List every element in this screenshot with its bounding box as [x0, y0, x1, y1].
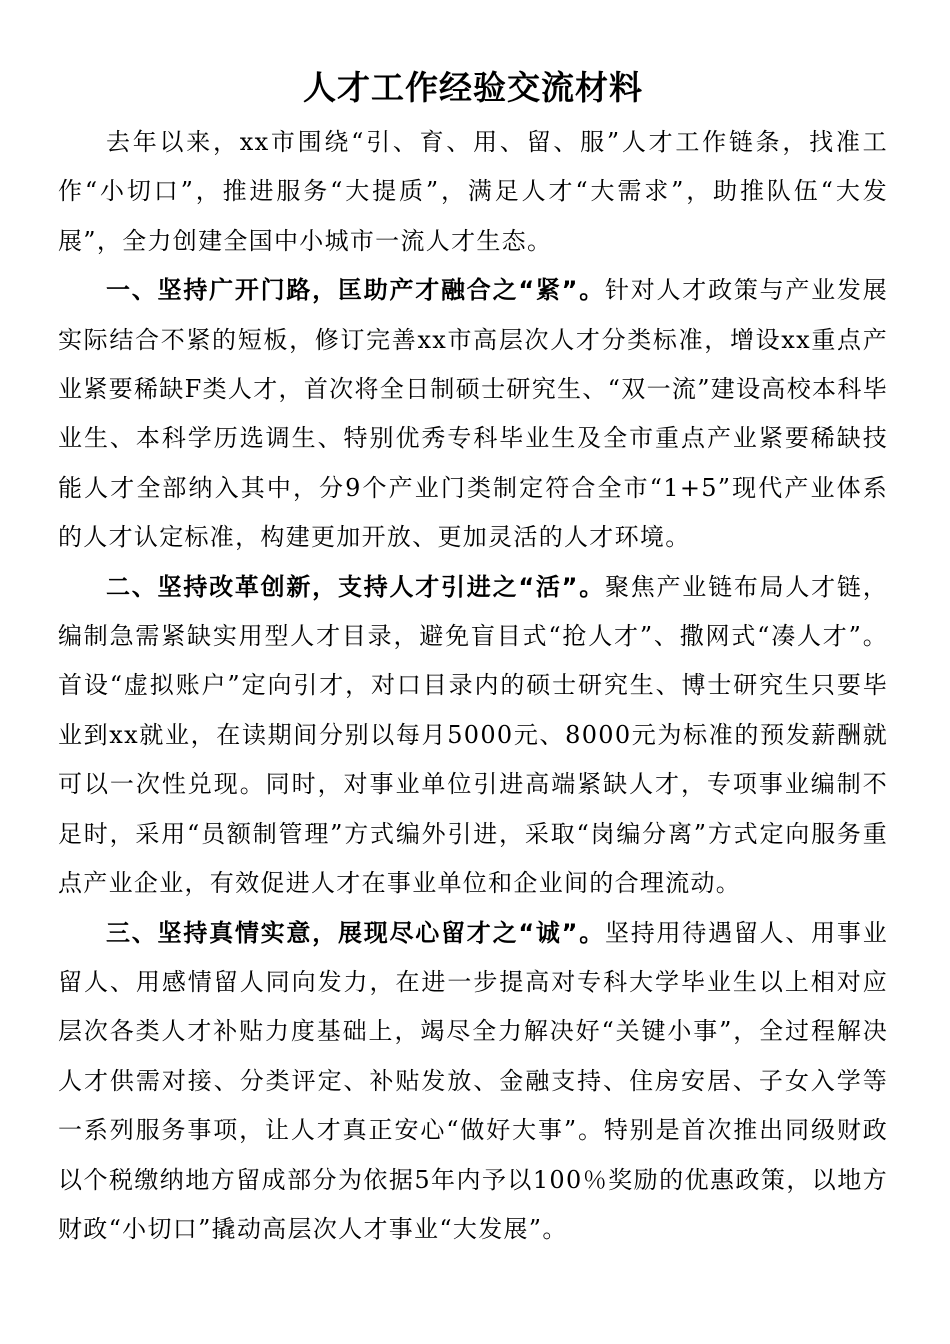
document-title: 人才工作经验交流材料: [303, 68, 643, 107]
section-1-paragraph: [58, 266, 888, 562]
section-3-body: 坚持用待遇留人、用事业留人、用感情留人同向发力，在进一步提高对专科大学毕业生以上相对应层次各类人才补贴力度基础上，竭尽全力解决好“关键小事”，全过程解决人才供需对接、分类评定、补贴发放、金融支持、住房安居、子女入学等一系列服务事项，让人才真正安心“做好大事”。特别是首次推出同级财政以个税缴纳地方留成部分为依据5年内予以100％奖励的优惠政策，以地方财政“小切口”撬动高层次人才事业“大发展”。: [58, 918, 888, 1243]
section-3-heading: 三、坚持真情实意，展现尽心留才之“诚”。: [106, 918, 605, 947]
document-page: [58, 58, 888, 1254]
section-1-heading: 一、坚持广开门路，匡助产才融合之“紧”。: [106, 276, 605, 305]
section-1-body: 针对人才政策与产业发展实际结合不紧的短板，修订完善xx市高层次人才分类标准，增设xx重点产业紧要稀缺F类人才，首次将全日制硕士研究生、“双一流”建设高校本科毕业生、本科学历选调生、特别优秀专科毕业生及全市重点产业紧要稀缺技能人才全部纳入其中，分9个产业门类制定符合全市“1+5”现代产业体系的人才认定标准，构建更加开放、更加灵活的人才环境。: [58, 276, 888, 552]
section-3-paragraph: [58, 909, 888, 1255]
intro-paragraph: 去年以来，xx市围绕“引、育、用、留、服”人才工作链条，找准工作“小切口”，推进服务“大提质”，满足人才“大需求”，助推队伍“大发展”，全力创建全国中小城市一流人才生态。: [58, 128, 888, 255]
section-2-heading: 二、坚持改革创新，支持人才引进之“活”。: [106, 572, 605, 601]
section-2-paragraph: [58, 563, 888, 909]
section-2-body: 聚焦产业链布局人才链，编制急需紧缺实用型人才目录，避免盲目式“抢人才”、撒网式“凑人才”。首设“虚拟账户”定向引才，对口目录内的硕士研究生、博士研究生只要毕业到xx就业，在读期间分别以每月5000元、8000元为标准的预发薪酬就可以一次性兑现。同时，对事业单位引进高端紧缺人才，专项事业编制不足时，采用“员额制管理”方式编外引进，采取“岗编分离”方式定向服务重点产业企业，有效促进人才在事业单位和企业间的合理流动。: [58, 572, 888, 898]
